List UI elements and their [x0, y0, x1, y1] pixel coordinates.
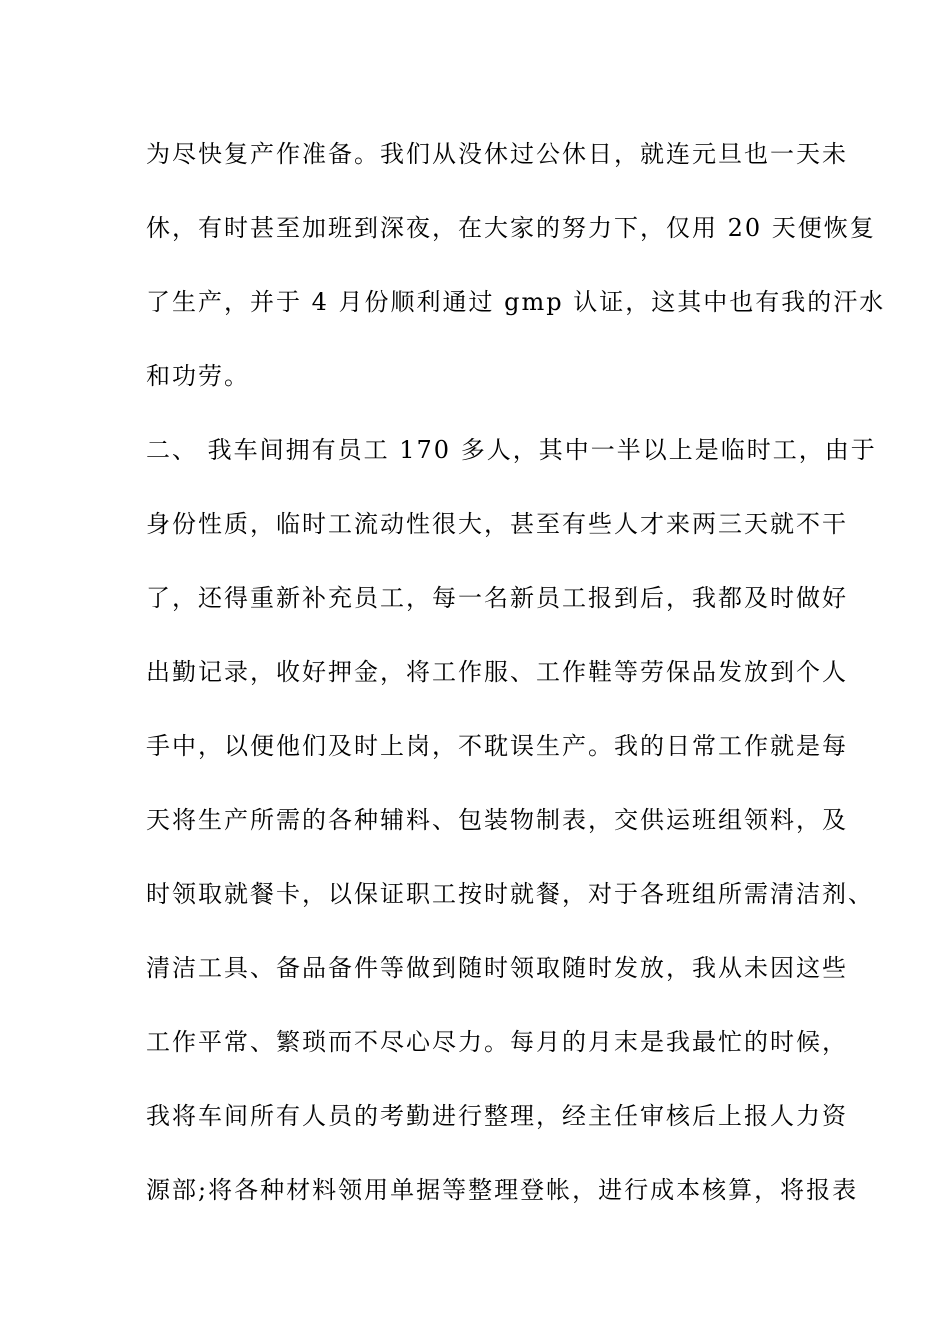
text-line-13: 工作平常、繁琐而不尽心尽力。每月的月末是我最忙的时候， [146, 1028, 848, 1056]
text-line-5: 二、 我车间拥有员工 170 多人，其中一半以上是临时工，由于 [146, 436, 877, 464]
text-line-11: 时领取就餐卡，以保证职工按时就餐，对于各班组所需清洁剂、 [146, 880, 874, 908]
text-line-9: 手中，以便他们及时上岗，不耽误生产。我的日常工作就是每 [146, 732, 848, 760]
document-body [146, 130, 886, 1240]
text-line-4: 和功劳。 [146, 362, 250, 390]
text-line-3: 了生产，并于 4 月份顺利通过 gmp 认证，这其中也有我的汗水 [146, 288, 886, 316]
text-line-6: 身份性质，临时工流动性很大，甚至有些人才来两三天就不干 [146, 510, 848, 538]
text-line-7: 了，还得重新补充员工，每一名新员工报到后，我都及时做好 [146, 584, 848, 612]
text-line-15: 源部;将各种材料领用单据等整理登帐，进行成本核算，将报表 [146, 1176, 859, 1204]
text-line-14: 我将车间所有人员的考勤进行整理，经主任审核后上报人力资 [146, 1102, 848, 1130]
text-line-12: 清洁工具、备品备件等做到随时领取随时发放，我从未因这些 [146, 954, 848, 982]
text-line-8: 出勤记录，收好押金，将工作服、工作鞋等劳保品发放到个人 [146, 658, 848, 686]
text-line-1: 为尽快复产作准备。我们从没休过公休日，就连元旦也一天未 [146, 140, 848, 168]
text-line-10: 天将生产所需的各种辅料、包装物制表，交供运班组领料，及 [146, 806, 848, 834]
text-line-2: 休，有时甚至加班到深夜，在大家的努力下，仅用 20 天便恢复 [146, 214, 876, 242]
